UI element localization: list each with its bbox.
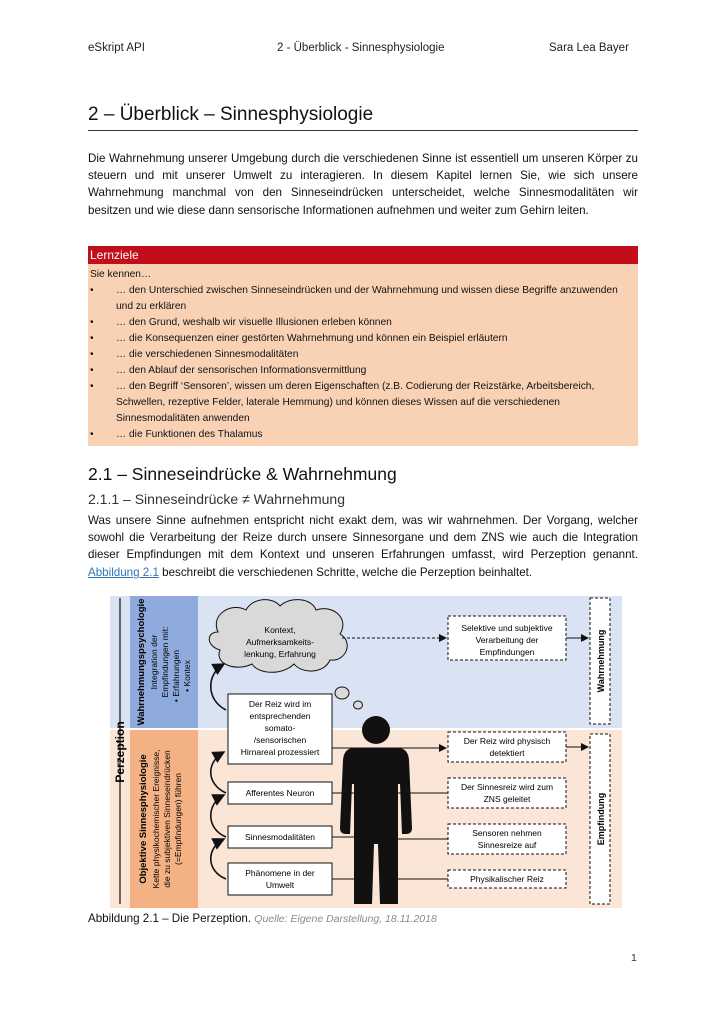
learning-goal-text: … die verschiedenen Sinnesmodalitäten [116,349,299,360]
svg-text:Sinnesmodalitäten: Sinnesmodalitäten [245,832,315,842]
learning-goal-item [90,379,636,427]
section-heading: 2.1 – Sinneseindrücke & Wahrnehmung [88,464,397,484]
svg-text:Der Reiz wird im: Der Reiz wird im [248,699,312,709]
box-empfindung [590,734,610,904]
learning-goal-item [90,331,636,347]
svg-text:ZNS geleitet: ZNS geleitet [483,794,531,804]
box-hirnareal [228,694,332,764]
svg-text:detektiert: detektiert [489,748,525,758]
learning-goals-lead: Sie kennen… [90,269,152,280]
svg-text:Der Reiz wird physisch: Der Reiz wird physisch [463,736,551,746]
box-physisch-detektiert [448,732,566,762]
svg-text:Physikalischer Reiz: Physikalischer Reiz [470,874,544,884]
bullet-icon: • [90,317,94,328]
perception-diagram [110,592,622,910]
header-right: Sara Lea Bayer [549,42,629,54]
learning-goal-item [90,427,636,443]
lower-band-text-1: Kette physikochemischer Ereignisse, [151,749,161,889]
learning-goal-text: … die Konsequenzen einer gestörten Wahrnehmung und können ein Beispiel erläutern [116,333,508,344]
section-paragraph [88,512,638,581]
caption-source: Quelle: Eigene Darstellung, 18.11.2018 [254,913,437,925]
svg-text:Sinnesreize auf: Sinnesreize auf [477,840,537,850]
title-rule [88,130,638,131]
header-left: eSkript API [88,42,145,54]
bullet-icon: • [90,381,94,392]
box-wahrnehmung [590,598,610,724]
box-afferentes-neuron [228,782,332,804]
learning-goal-item [90,347,636,363]
box-phaenomene [228,863,332,895]
svg-text:Hirnareal prozessiert: Hirnareal prozessiert [240,747,320,757]
learning-goal-text: … den Grund, weshalb wir visuelle Illusionen erleben können [116,317,392,328]
learning-goals-heading: Lernziele [88,246,638,264]
cloud-line-1: Kontext, [264,625,296,635]
learning-goals-body [90,267,636,443]
thought-bubble-2 [354,701,363,709]
learning-goal-text: … den Ablauf der sensorischen Informationsvermittlung [116,365,367,376]
bullet-icon: • [90,429,94,440]
upper-band-text-1: Integration der [149,634,159,690]
paragraph-text: Was unsere Sinne aufnehmen entspricht nicht exakt dem, was wir wahrnehmen. Der Vorgang, welcher sowohl die Verarbeitung der Reize durch unsere Sinnesorgane und dem ZNS wie auch die Integration dieser Empfindungen mit dem Kontext und unseren Erfahrungen umfasst, wird Perzeption genannt. [88,514,638,562]
svg-text:Phänomene in der: Phänomene in der [245,868,315,878]
upper-band-bullet-2: • Kontex [182,660,192,692]
svg-text:Verarbeitung der: Verarbeitung der [475,635,539,645]
upper-band-bullet-1: • Erfahrungen [171,649,181,703]
learning-goal-text: … den Unterschied zwischen Sinneseindrücken und der Wahrnehmung und wissen diese Begriffe anzuwenden und zu erklären [116,285,618,312]
bullet-icon: • [90,349,94,360]
lower-band-text-2: die zu subjektiven Sinneseindrücken [162,750,172,888]
thought-cloud [209,600,347,673]
paragraph-text-end: beschreibt die verschiedenen Schritte, welche die Perzeption beinhaltet. [158,565,533,579]
bullet-icon: • [90,285,94,296]
svg-text:somato-: somato- [264,723,296,733]
cloud-line-2: Aufmerksamkeits- [245,637,315,647]
bullet-icon: • [90,365,94,376]
upper-band-title: Wahrnehmungspsychologie [136,598,147,726]
page-number: 1 [631,952,637,964]
upper-band-text-2: Empfindungen mit: [160,626,170,698]
header-center: 2 - Überblick - Sinnesphysiologie [277,42,445,54]
learning-goal-item [90,363,636,379]
lower-band-text-3: (=Empfindungen) führen [173,773,183,865]
svg-text:Der Sinnesreiz wird zum: Der Sinnesreiz wird zum [460,782,554,792]
learning-goal-item [90,283,636,315]
lower-band-title: Objektive Sinnesphysiologie [138,754,149,884]
learning-goals-list [90,283,636,443]
svg-text:Sensoren nehmen: Sensoren nehmen [472,828,542,838]
cloud-line-3: lenkung, Erfahrung [244,649,316,659]
caption-text: Abbildung 2.1 – Die Perzeption. [88,912,255,925]
figure-caption [88,912,437,925]
bullet-icon: • [90,333,94,344]
subsection-heading: 2.1.1 – Sinneseindrücke ≠ Wahrnehmung [88,491,345,507]
svg-text:entsprechenden: entsprechenden [249,711,311,721]
box-zum-zns [448,778,566,808]
svg-text:Wahrnehmung: Wahrnehmung [596,629,606,693]
intro-paragraph: Die Wahrnehmung unserer Umgebung durch die verschiedenen Sinne ist essentiell um unseren Körper zu steuern und mit unserer Umwelt zu interagieren. In diesem Kapitel lernen Sie, wie sich unsere Wahrnehmung manchmal von den Sinneseindrücken unterscheidet, welche Sinnesmodalitäten wir besitzen und wie diese dann sensorische Informationen aufnehmen und weiter zum Gehirn leiten. [88,152,638,217]
learning-goal-item [90,315,636,331]
box-sensoren [448,824,566,854]
box-sinnesmodalitaeten [228,826,332,848]
learning-goal-text: … die Funktionen des Thalamus [116,429,263,440]
svg-text:Afferentes Neuron: Afferentes Neuron [245,788,315,798]
svg-text:/sensorischen: /sensorischen [253,735,307,745]
thought-bubble-1 [335,687,349,699]
svg-text:Umwelt: Umwelt [265,880,295,890]
box-physikalischer-reiz [448,870,566,888]
svg-text:Empfindungen: Empfindungen [479,647,535,657]
svg-text:Selektive und subjektive: Selektive und subjektive [461,623,553,633]
learning-goal-text: … den Begriff ‘Sensoren’, wissen um deren Eigenschaften (z.B. Codierung der Reizstärke, Arbeitsbereich, Schwellen, rezeptive Felder, laterale Hemmung) und können dieses Wissen auf die verschiedenen Sinnesmodalitäten anwenden [116,381,595,424]
box-selektive-verarbeitung [448,616,566,660]
figure-link[interactable]: Abbildung 2.1 [88,565,159,579]
page-title: 2 – Überblick – Sinnesphysiologie [88,104,374,125]
svg-text:Empfindung: Empfindung [596,792,606,846]
perzeption-label: Perzeption [113,721,127,783]
